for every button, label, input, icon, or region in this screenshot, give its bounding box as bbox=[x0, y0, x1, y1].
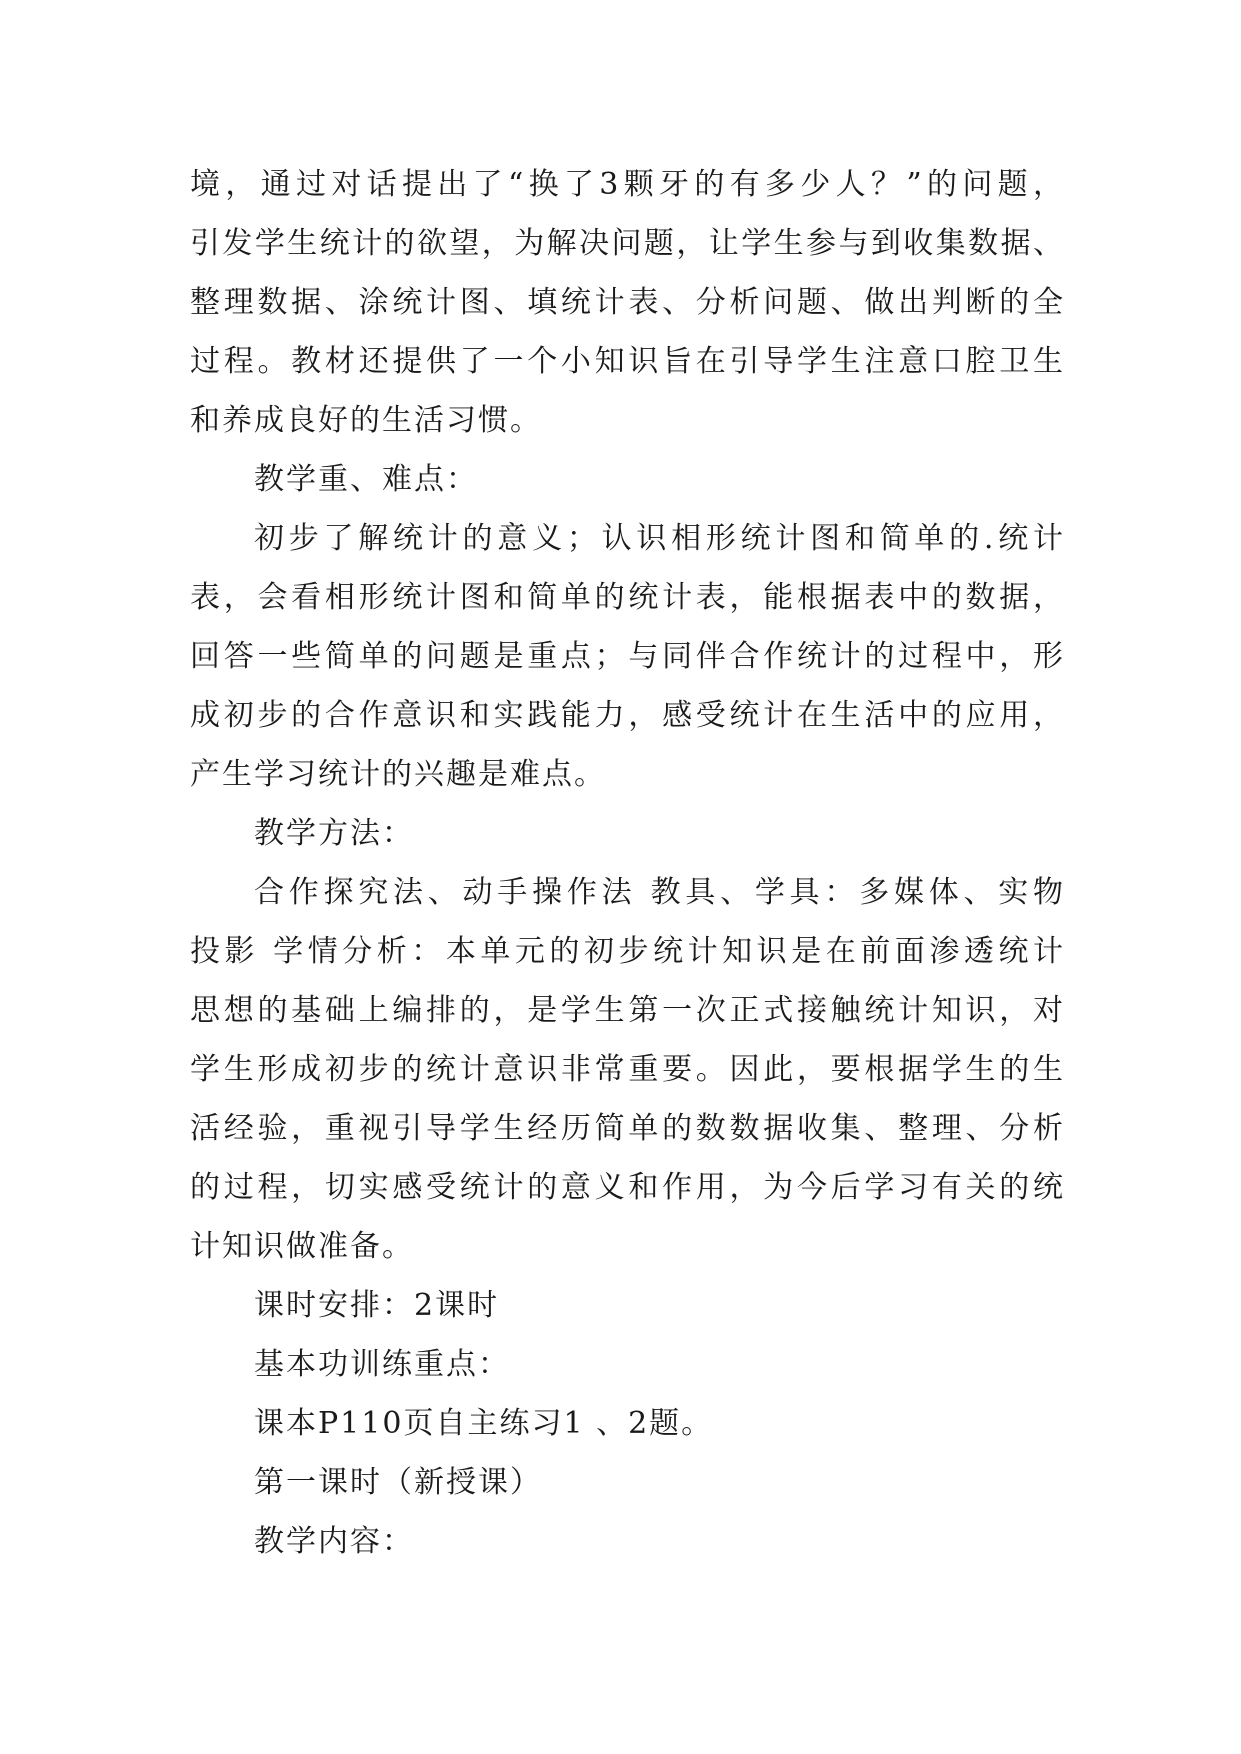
text-line: 课本P110页自主练习1 、2题。 bbox=[254, 1406, 714, 1441]
section-heading: 第一课时（新授课） bbox=[254, 1465, 542, 1500]
text-line: 和养成良好的生活习惯。 bbox=[190, 403, 542, 438]
text-line: 思想的基础上编排的，是学生第一次正式接触统计知识，对 bbox=[190, 993, 1065, 1028]
text-line: 计知识做准备。 bbox=[190, 1229, 414, 1264]
text-line: 过程。教材还提供了一个小知识旨在引导学生注意口腔卫生 bbox=[190, 344, 1065, 379]
text-line: 产生学习统计的兴趣是难点。 bbox=[190, 757, 606, 792]
text-line: 合作探究法、动手操作法 教具、学具：多媒体、实物 bbox=[254, 875, 1065, 910]
text-line: 成初步的合作意识和实践能力，感受统计在生活中的应用， bbox=[190, 698, 1065, 733]
text-line: 活经验，重视引导学生经历简单的数数据收集、整理、分析 bbox=[190, 1111, 1065, 1146]
section-heading: 教学重、难点： bbox=[254, 462, 478, 497]
document-page bbox=[190, 155, 1065, 1571]
section-heading: 教学内容： bbox=[254, 1524, 414, 1559]
text-line: 投影 学情分析：本单元的初步统计知识是在前面渗透统计 bbox=[190, 934, 1065, 969]
text-line: 回答一些简单的问题是重点；与同伴合作统计的过程中，形 bbox=[190, 639, 1065, 674]
section-heading: 课时安排：2课时 bbox=[254, 1288, 500, 1323]
text-line: 表，会看相形统计图和简单的统计表，能根据表中的数据， bbox=[190, 580, 1065, 615]
section-heading: 基本功训练重点： bbox=[254, 1347, 510, 1382]
text-line: 境，通过对话提出了“换了3颗牙的有多少人？”的问题， bbox=[190, 167, 1065, 202]
section-heading: 教学方法： bbox=[254, 816, 414, 851]
text-line: 引发学生统计的欲望，为解决问题，让学生参与到收集数据、 bbox=[190, 226, 1065, 261]
text-line: 整理数据、涂统计图、填统计表、分析问题、做出判断的全 bbox=[190, 285, 1065, 320]
text-line: 初步了解统计的意义；认识相形统计图和简单的.统计 bbox=[254, 521, 1065, 556]
text-line: 的过程，切实感受统计的意义和作用，为今后学习有关的统 bbox=[190, 1170, 1065, 1205]
text-line: 学生形成初步的统计意识非常重要。因此，要根据学生的生 bbox=[190, 1052, 1065, 1087]
